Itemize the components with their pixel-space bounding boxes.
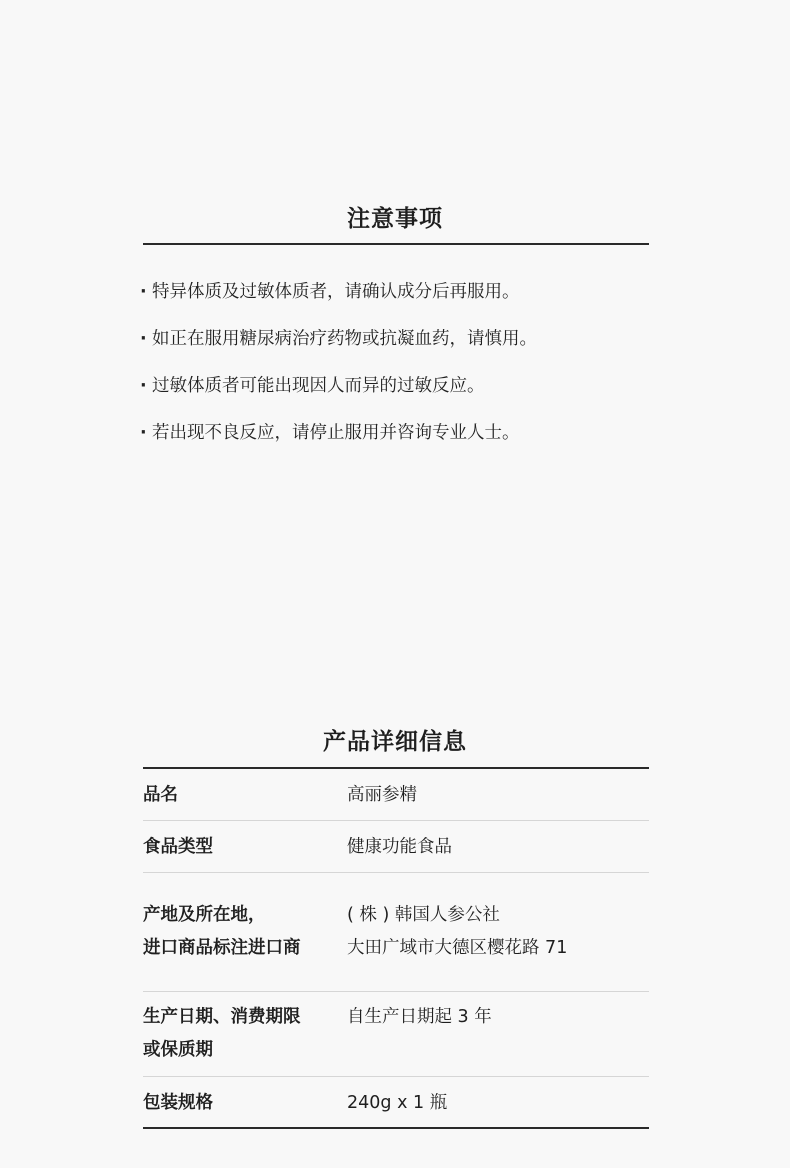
notice-item	[140, 419, 520, 444]
details-bottom-rule	[143, 1127, 649, 1129]
row-divider	[143, 991, 649, 992]
notice-item-text: 过敏体质者可能出现因人而异的过敏反应。	[152, 376, 485, 396]
detail-value: 高丽参精	[347, 785, 417, 805]
detail-label: 产地及所在地， 进口商品标注进口商	[143, 905, 301, 958]
notice-item	[140, 372, 485, 397]
row-divider	[143, 820, 649, 821]
notice-item	[140, 325, 537, 350]
detail-label: 包装规格	[143, 1093, 213, 1113]
row-divider	[143, 1076, 649, 1077]
bullet-icon: ·	[140, 423, 147, 443]
detail-label: 食品类型	[143, 837, 213, 857]
detail-label: 品名	[143, 785, 178, 805]
row-divider	[143, 872, 649, 873]
detail-value: 240g x 1 瓶	[347, 1093, 448, 1113]
notice-title: 注意事项	[347, 205, 443, 232]
notice-title-rule	[143, 243, 649, 245]
notice-item-text: 特异体质及过敏体质者，请确认成分后再服用。	[152, 282, 520, 302]
bullet-icon: ·	[140, 329, 147, 349]
details-title-rule	[143, 767, 649, 769]
notice-item	[140, 278, 520, 303]
detail-value: 健康功能食品	[347, 837, 452, 857]
notice-item-text: 若出现不良反应，请停止服用并咨询专业人士。	[152, 423, 520, 443]
detail-label: 生产日期、消费期限 或保质期	[143, 1007, 301, 1060]
bullet-icon: ·	[140, 282, 147, 302]
details-title: 产品详细信息	[323, 728, 467, 755]
bullet-icon: ·	[140, 376, 147, 396]
notice-item-text: 如正在服用糖尿病治疗药物或抗凝血药，请慎用。	[152, 329, 537, 349]
detail-value: 自生产日期起 3 年	[347, 1007, 492, 1027]
detail-value: ( 株 ) 韩国人参公社 大田广域市大德区樱花路 71	[347, 905, 568, 958]
